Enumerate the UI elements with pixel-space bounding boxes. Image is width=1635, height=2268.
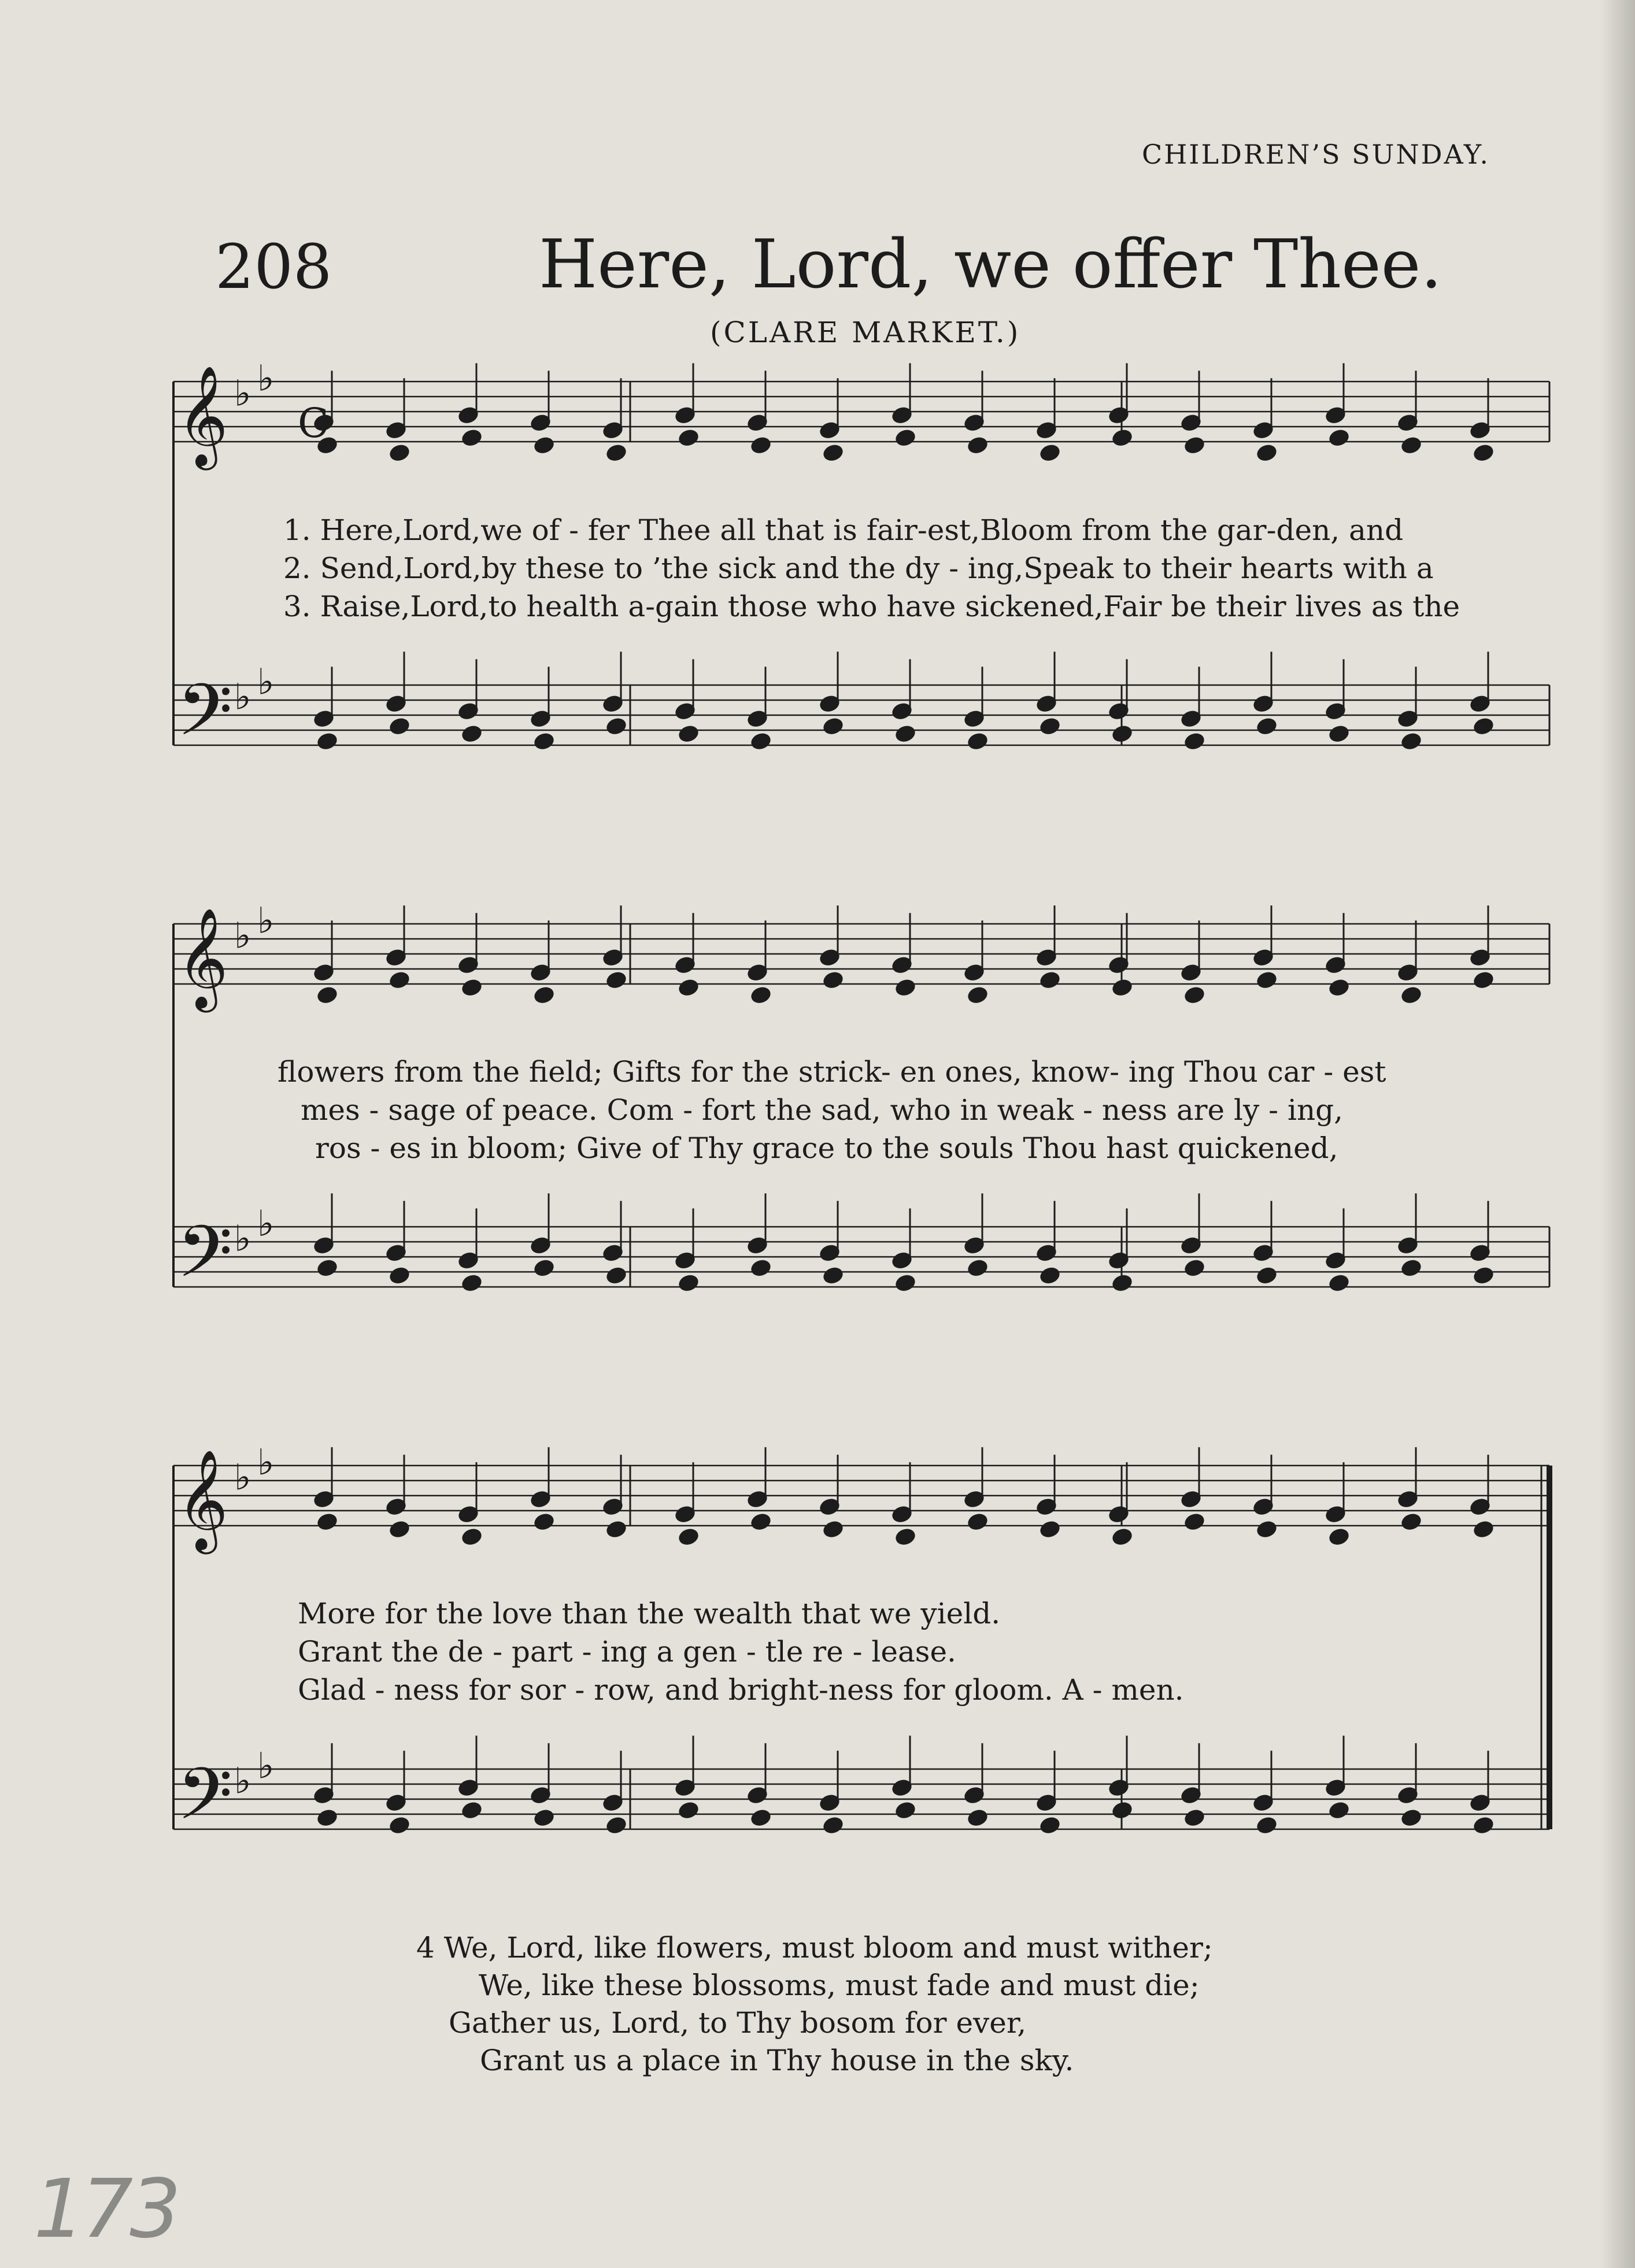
note-head xyxy=(678,1274,699,1292)
treble-clef-icon: 𝄞 xyxy=(177,365,228,466)
note-head xyxy=(967,732,988,750)
note-head xyxy=(823,444,844,462)
note-head xyxy=(1329,979,1349,997)
note-head xyxy=(461,979,482,997)
tune-name: (CLARE MARKET.) xyxy=(710,316,1021,349)
note-head xyxy=(317,1513,338,1531)
note-head xyxy=(678,1801,699,1819)
note-head xyxy=(1473,1267,1494,1285)
note-head xyxy=(1112,1274,1133,1292)
note-head xyxy=(895,1274,916,1292)
note-head xyxy=(967,436,988,454)
flat-sign-icon: ♭ xyxy=(257,1744,275,1787)
note-head xyxy=(1473,717,1494,735)
note-head xyxy=(1184,1259,1205,1277)
note-head xyxy=(967,1809,988,1827)
note-head xyxy=(1112,1528,1133,1546)
verse4-line4: Grant us a place in Thy house in the sky. xyxy=(480,2044,1074,2077)
system1-lyric-verse2: 2. Send,Lord,by these to ’the sick and the dy - ing,Speak to their hearts with a xyxy=(283,552,1434,585)
system3-lyric-verse1: More for the love than the wealth that we yield. xyxy=(298,1597,1001,1630)
treble-clef-icon: 𝄞 xyxy=(177,908,228,1008)
note-head xyxy=(1329,1801,1349,1819)
section-heading: CHILDREN’S SUNDAY. xyxy=(1142,139,1490,170)
note-head xyxy=(1401,436,1422,454)
note-head xyxy=(1473,1520,1494,1538)
note-head xyxy=(317,986,338,1004)
note-head xyxy=(389,1816,410,1834)
note-head xyxy=(1256,444,1277,462)
note-head xyxy=(678,725,699,743)
note-head xyxy=(823,1267,844,1285)
note-head xyxy=(461,725,482,743)
note-head xyxy=(1256,1520,1277,1538)
verse4-line2: We, like these blossoms, must fade and must die; xyxy=(479,1969,1200,2002)
note-head xyxy=(1040,1267,1060,1285)
flat-sign-icon: ♭ xyxy=(234,675,251,718)
note-head xyxy=(967,1259,988,1277)
note-head xyxy=(1401,986,1422,1004)
note-head xyxy=(678,979,699,997)
bass-clef-icon: 𝄢 xyxy=(177,1211,233,1311)
note-head xyxy=(895,429,916,447)
note-head xyxy=(389,971,410,989)
note-head xyxy=(967,986,988,1004)
note-head xyxy=(534,1809,554,1827)
flat-sign-icon: ♭ xyxy=(257,1202,275,1245)
note-head xyxy=(1184,1513,1205,1531)
note-head xyxy=(823,1520,844,1538)
system2-lyric-verse2: mes - sage of peace. Com - fort the sad, who in weak - ness are ly - ing, xyxy=(301,1093,1344,1127)
note-head xyxy=(1184,1809,1205,1827)
note-head xyxy=(1256,717,1277,735)
verse4-line1: 4 We, Lord, like flowers, must bloom and must wither; xyxy=(416,1931,1213,1964)
note-head xyxy=(534,1513,554,1531)
system2-lyric-verse3: ros - es in bloom; Give of Thy grace to the souls Thou hast quickened, xyxy=(315,1131,1338,1165)
note-head xyxy=(750,1513,771,1531)
note-head xyxy=(678,429,699,447)
system2-lyric-verse1: flowers from the field; Gifts for the strick- en ones, know- ing Thou car - est xyxy=(278,1055,1386,1089)
note-head xyxy=(1184,436,1205,454)
note-head xyxy=(1256,1267,1277,1285)
note-head xyxy=(1040,971,1060,989)
note-head xyxy=(1329,1274,1349,1292)
note-head xyxy=(606,717,627,735)
note-head xyxy=(750,732,771,750)
note-head xyxy=(1256,971,1277,989)
note-head xyxy=(895,1528,916,1546)
note-head xyxy=(389,1267,410,1285)
note-head xyxy=(389,717,410,735)
note-head xyxy=(750,436,771,454)
note-head xyxy=(1401,1259,1422,1277)
note-head xyxy=(1040,717,1060,735)
note-head xyxy=(1329,429,1349,447)
note-head xyxy=(895,1801,916,1819)
pencil-page-mark: 173 xyxy=(34,2162,178,2256)
note-head xyxy=(606,971,627,989)
note-head xyxy=(534,732,554,750)
note-head xyxy=(750,1809,771,1827)
note-head xyxy=(1040,1520,1060,1538)
flat-sign-icon: ♭ xyxy=(234,1759,251,1802)
note-head xyxy=(895,979,916,997)
note-head xyxy=(461,429,482,447)
note-head xyxy=(534,436,554,454)
note-head xyxy=(895,725,916,743)
flat-sign-icon: ♭ xyxy=(257,357,275,399)
note-head xyxy=(606,444,627,462)
time-signature-icon: C xyxy=(298,399,329,447)
note-head xyxy=(750,986,771,1004)
system3-lyric-verse3: Glad - ness for sor - row, and bright-ness for gloom. A - men. xyxy=(298,1673,1184,1707)
hymn-number: 208 xyxy=(215,231,332,302)
flat-sign-icon: ♭ xyxy=(234,372,251,415)
note-head xyxy=(461,1528,482,1546)
note-head xyxy=(1112,1801,1133,1819)
note-head xyxy=(1473,971,1494,989)
note-head xyxy=(1329,725,1349,743)
note-head xyxy=(461,1274,482,1292)
note-head xyxy=(678,1528,699,1546)
flat-sign-icon: ♭ xyxy=(257,899,275,942)
treble-clef-icon: 𝄞 xyxy=(177,1449,228,1550)
note-head xyxy=(1040,444,1060,462)
note-head xyxy=(534,986,554,1004)
note-head xyxy=(823,717,844,735)
flat-sign-icon: ♭ xyxy=(257,1441,275,1483)
note-head xyxy=(823,971,844,989)
note-head xyxy=(1040,1816,1060,1834)
note-head xyxy=(967,1513,988,1531)
note-head xyxy=(606,1816,627,1834)
hymn-title: Here, Lord, we offer Thee. xyxy=(539,225,1442,304)
note-head xyxy=(1473,444,1494,462)
verse4-line3: Gather us, Lord, to Thy bosom for ever, xyxy=(449,2006,1027,2040)
note-head xyxy=(389,444,410,462)
note-head xyxy=(1256,1816,1277,1834)
note-head xyxy=(823,1816,844,1834)
note-head xyxy=(317,732,338,750)
note-head xyxy=(1329,1528,1349,1546)
note-head xyxy=(1401,1513,1422,1531)
flat-sign-icon: ♭ xyxy=(257,660,275,703)
note-head xyxy=(1184,986,1205,1004)
note-head xyxy=(534,1259,554,1277)
flat-sign-icon: ♭ xyxy=(234,914,251,957)
note-head xyxy=(606,1267,627,1285)
note-head xyxy=(1112,979,1133,997)
note-head xyxy=(1401,732,1422,750)
note-head xyxy=(1401,1809,1422,1827)
note-head xyxy=(461,1801,482,1819)
note-head xyxy=(317,1259,338,1277)
bass-clef-icon: 𝄢 xyxy=(177,1753,233,1853)
note-head xyxy=(1112,429,1133,447)
flat-sign-icon: ♭ xyxy=(234,1217,251,1260)
note-head xyxy=(1112,725,1133,743)
note-head xyxy=(750,1259,771,1277)
flat-sign-icon: ♭ xyxy=(234,1456,251,1499)
note-head xyxy=(1184,732,1205,750)
system1-lyric-verse1: 1. Here,Lord,we of - fer Thee all that is fair-est,Bloom from the gar-den, and xyxy=(283,513,1404,547)
system3-lyric-verse2: Grant the de - part - ing a gen - tle re - lease. xyxy=(298,1635,956,1668)
system1-lyric-verse3: 3. Raise,Lord,to health a-gain those who have sickened,Fair be their lives as the xyxy=(283,590,1460,623)
note-head xyxy=(606,1520,627,1538)
bass-clef-icon: 𝄢 xyxy=(177,669,233,769)
note-head xyxy=(1473,1816,1494,1834)
note-head xyxy=(317,1809,338,1827)
note-head xyxy=(389,1520,410,1538)
